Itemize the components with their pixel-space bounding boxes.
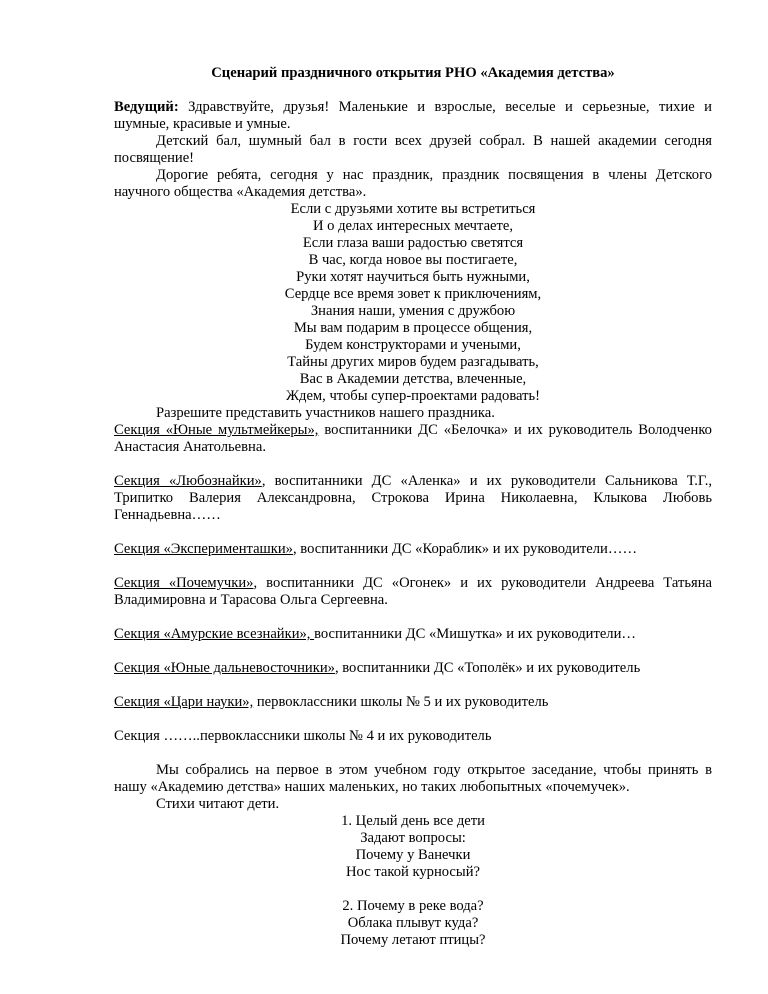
section-details: Секция ……..первоклассники школы № 4 и их руководитель bbox=[114, 728, 492, 744]
speaker-label: Ведущий: bbox=[114, 99, 179, 115]
section-item bbox=[114, 660, 712, 677]
document-title: Сценарий праздничного открытия РНО «Академия детства» bbox=[211, 65, 615, 81]
section-details: , воспитанники ДС «Аленка» и их руководители Сальникова Т.Г., Трипитко Валерия Александровна, Строкова Ирина Николаевна, Клыкова Любовь Геннадьевна…… bbox=[114, 473, 712, 523]
section-item bbox=[114, 575, 712, 609]
section-details: , воспитанники ДС «Кораблик» и их руководители…… bbox=[292, 541, 638, 557]
poem-line: Вас в Академии детства, влеченные, bbox=[299, 371, 527, 387]
intro-paragraph-1 bbox=[114, 99, 712, 133]
section-details: , воспитанники ДС «Огонек» и их руководители Андреева Татьяна Владимировна и Тарасова Ольга Сергеевна. bbox=[114, 575, 712, 608]
poem-line: Почему у Ванечки bbox=[355, 847, 471, 863]
poem-line: Будем конструкторами и учеными, bbox=[305, 337, 521, 353]
section-item bbox=[114, 422, 712, 456]
document-page bbox=[114, 65, 712, 949]
poem-2-stanza-1 bbox=[114, 813, 712, 881]
poem-line: Если с друзьями хотите вы встретиться bbox=[290, 201, 536, 217]
poem-line: 2. Почему в реке вода? bbox=[342, 898, 484, 914]
poem-line: Задают вопросы: bbox=[360, 830, 466, 846]
section-details: воспитанники ДС «Белочка» и их руководитель Володченко Анастасия Анатольевна. bbox=[114, 422, 712, 455]
intro-paragraph-2: Детский бал, шумный бал в гости всех друзей собрал. В нашей академии сегодня посвящение! bbox=[114, 133, 712, 166]
poem-2-stanza-2 bbox=[114, 898, 712, 949]
section-item bbox=[114, 626, 712, 643]
poem-line: Если глаза ваши радостью светятся bbox=[302, 235, 524, 251]
section-item bbox=[114, 473, 712, 524]
closing-paragraph: Мы собрались на первое в этом учебном году открытое заседание, чтобы принять в нашу «Академию детства» наших маленьких, но таких любопытных «почемучек». bbox=[114, 762, 712, 795]
section-name: Секция «Юные мультмейкеры», bbox=[114, 422, 319, 438]
intro-paragraph-3: Дорогие ребята, сегодня у нас праздник, праздник посвящения в члены Детского научного общества «Академия детства». bbox=[114, 167, 712, 200]
section-item bbox=[114, 694, 712, 711]
poem-line: И о делах интересных мечтаете, bbox=[312, 218, 514, 234]
poem-line: Ждем, чтобы супер-проектами радовать! bbox=[285, 388, 541, 404]
closing-line: Стихи читают дети. bbox=[156, 796, 280, 812]
section-name: Секция «Любознайки» bbox=[114, 473, 262, 489]
poem-line: В час, когда новое вы постигаете, bbox=[308, 252, 518, 268]
section-name: Секция «Амурские всезнайки», bbox=[114, 626, 315, 642]
poem-line: Облака плывут куда? bbox=[347, 915, 479, 931]
poem-line: Сердце все время зовет к приключениям, bbox=[284, 286, 542, 302]
poem-line: Мы вам подарим в процессе общения, bbox=[293, 320, 533, 336]
poem-line: 1. Целый день все дети bbox=[341, 813, 485, 829]
section-details: , воспитанники ДС «Тополёк» и их руководитель bbox=[334, 660, 641, 676]
section-name: Секция «Цари науки», bbox=[114, 694, 254, 710]
poem-line: Почему летают птицы? bbox=[340, 932, 486, 948]
intro-text-1: Здравствуйте, друзья! Маленькие и взрослые, веселые и серьезные, тихие и шумные, красивые и умные. bbox=[114, 99, 712, 132]
section-item bbox=[114, 541, 712, 558]
section-name: Секция «Почемучки» bbox=[114, 575, 254, 591]
section-item bbox=[114, 728, 712, 745]
poem-line: Руки хотят научиться быть нужными, bbox=[296, 269, 530, 285]
section-details: первоклассники школы № 5 и их руководитель bbox=[253, 694, 549, 710]
section-name: Секция «Эксперименташки» bbox=[114, 541, 293, 557]
section-details: воспитанники ДС «Мишутка» и их руководители… bbox=[314, 626, 636, 642]
poem-line: Знания наши, умения с дружбою bbox=[310, 303, 516, 319]
section-name: Секция «Юные дальневосточники» bbox=[114, 660, 335, 676]
poem-1 bbox=[114, 201, 712, 405]
present-line: Разрешите представить участников нашего праздника. bbox=[156, 405, 495, 421]
poem-line: Нос такой курносый? bbox=[346, 864, 480, 880]
poem-line: Тайны других миров будем разгадывать, bbox=[287, 354, 539, 370]
